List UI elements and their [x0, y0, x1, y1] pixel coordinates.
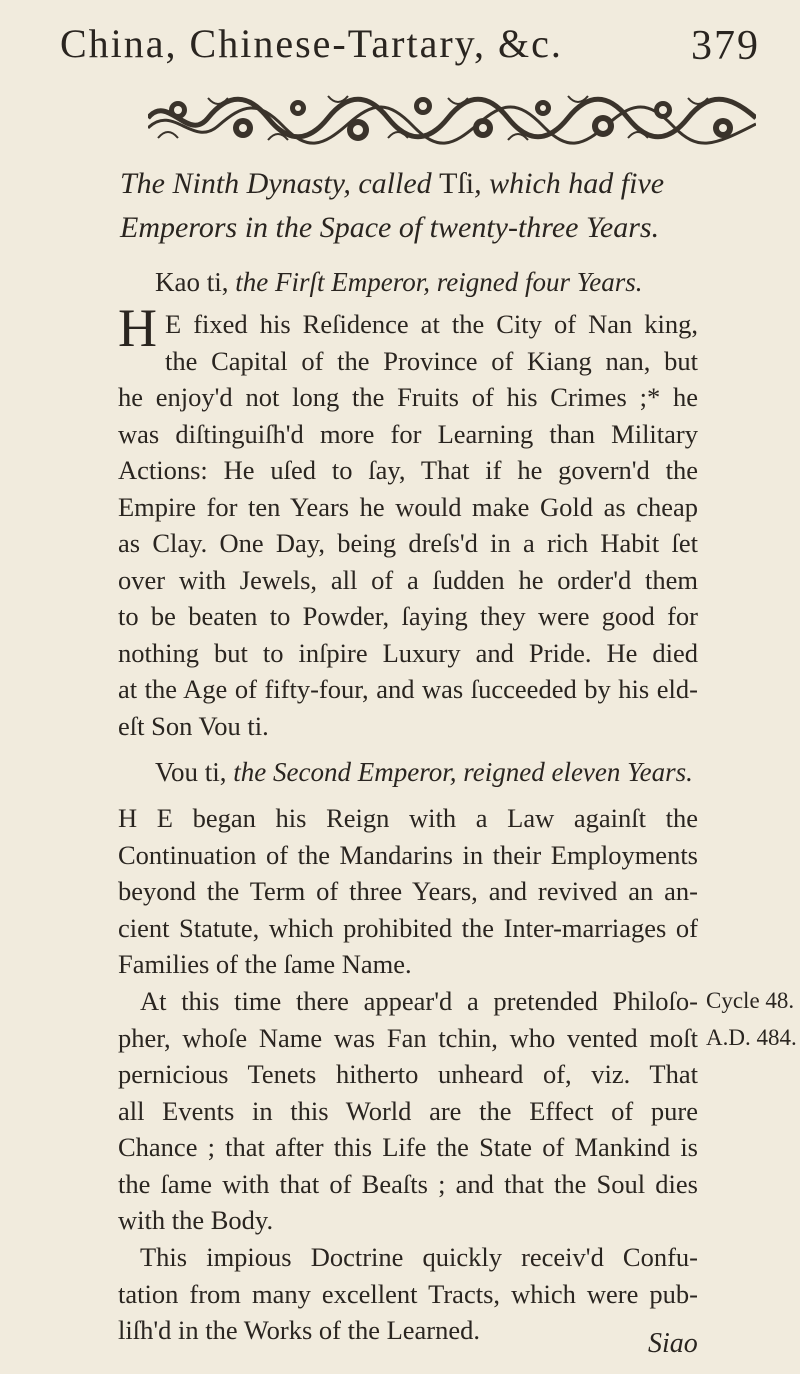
- running-title: China, Chinese-Tartary, &c.: [60, 21, 563, 66]
- text-line: cient Statute, which prohibited the Inter-marriages of: [118, 912, 698, 943]
- text-line: Families of the ſame Name.: [118, 949, 412, 979]
- margin-note-year: A.D. 484.: [706, 1024, 797, 1050]
- text-line: the Capital of the Province of Kiang nan, but: [165, 345, 698, 376]
- heading-part-1: The Ninth Dynasty, called: [120, 167, 440, 200]
- text-line: pher, whoſe Name was Fan tchin, who vented moſt: [118, 1022, 698, 1053]
- text-line: This impious Doctrine quickly receiv'd Confu-: [140, 1242, 698, 1272]
- floral-band-ornament-icon: [148, 88, 756, 148]
- catchword: Siao: [648, 1328, 698, 1359]
- chapter-heading: [120, 162, 750, 250]
- text-line: over with Jewels, all of a ſudden he order'd them: [118, 564, 698, 595]
- text-line: all Events in this World are the Effect of pure: [118, 1095, 698, 1126]
- section-heading-vou-ti: [155, 754, 755, 790]
- text-line: Continuation of the Mandarins in their Employments: [118, 839, 698, 870]
- text-line: H E began his Reign with a Law againſt the: [118, 803, 698, 833]
- text-line: E fixed his Reſidence at the City of Nan king,: [165, 309, 698, 339]
- running-head: [60, 14, 760, 74]
- text-line: At this time there appear'd a pretended Philoſo-: [140, 986, 698, 1016]
- text-line: as Clay. One Day, being dreſs'd in a rich Habit ſet: [118, 528, 698, 558]
- emperor-name: Kao ti,: [155, 267, 236, 297]
- reign-description: the Firſt Emperor, reigned four Years.: [235, 267, 643, 297]
- text-line: to be beaten to Powder, ſaying they were good for: [118, 601, 698, 631]
- section-heading-kao-ti: [155, 264, 755, 300]
- text-line: beyond the Term of three Years, and revived an an-: [118, 876, 698, 906]
- text-line: with the Body.: [118, 1205, 274, 1235]
- text-line: tation from many excellent Tracts, which were pub-: [118, 1278, 698, 1309]
- reign-description: the Second Emperor, reigned eleven Years.: [233, 757, 693, 787]
- text-line: the ſame with that of Beaſts ; and that the Soul dies: [118, 1168, 698, 1199]
- heading-part-2: , which had five Emperors in the Space of twenty-three Years.: [120, 167, 665, 244]
- text-line: pernicious Tenets hitherto unheard of, viz. That: [118, 1059, 698, 1089]
- text-line: at the Age of fifty-four, and was ſucceeded by his eld-: [118, 674, 698, 704]
- drop-cap: H: [118, 298, 157, 358]
- text-line: he enjoy'd not long the Fruits of his Crimes ;* he: [118, 382, 698, 412]
- paragraph-vou-ti-3: [118, 1239, 698, 1349]
- paragraph-vou-ti-2: [118, 983, 698, 1239]
- emperor-name: Vou ti,: [155, 757, 234, 787]
- paragraph-vou-ti-1: [118, 800, 698, 983]
- margin-note: [706, 983, 798, 1056]
- text-line: Actions: He uſed to ſay, That if he govern'd the: [118, 455, 698, 485]
- page-number: 379: [691, 23, 760, 69]
- text-line: Empire for ten Years he would make Gold as cheap: [118, 491, 698, 522]
- paragraph-kao-ti: [118, 298, 698, 744]
- text-line: liſh'd in the Works of the Learned.: [118, 1315, 481, 1345]
- heading-dynasty-name: Tſi: [439, 167, 475, 200]
- text-line: Chance ; that after this Life the State of Mankind is: [118, 1132, 698, 1162]
- text-line: eſt Son Vou ti.: [118, 710, 269, 741]
- text-line: was diſtinguiſh'd more for Learning than Military: [118, 418, 698, 449]
- margin-note-cycle: Cycle 48.: [706, 988, 795, 1013]
- text-line: nothing but to inſpire Luxury and Pride. He died: [118, 637, 698, 668]
